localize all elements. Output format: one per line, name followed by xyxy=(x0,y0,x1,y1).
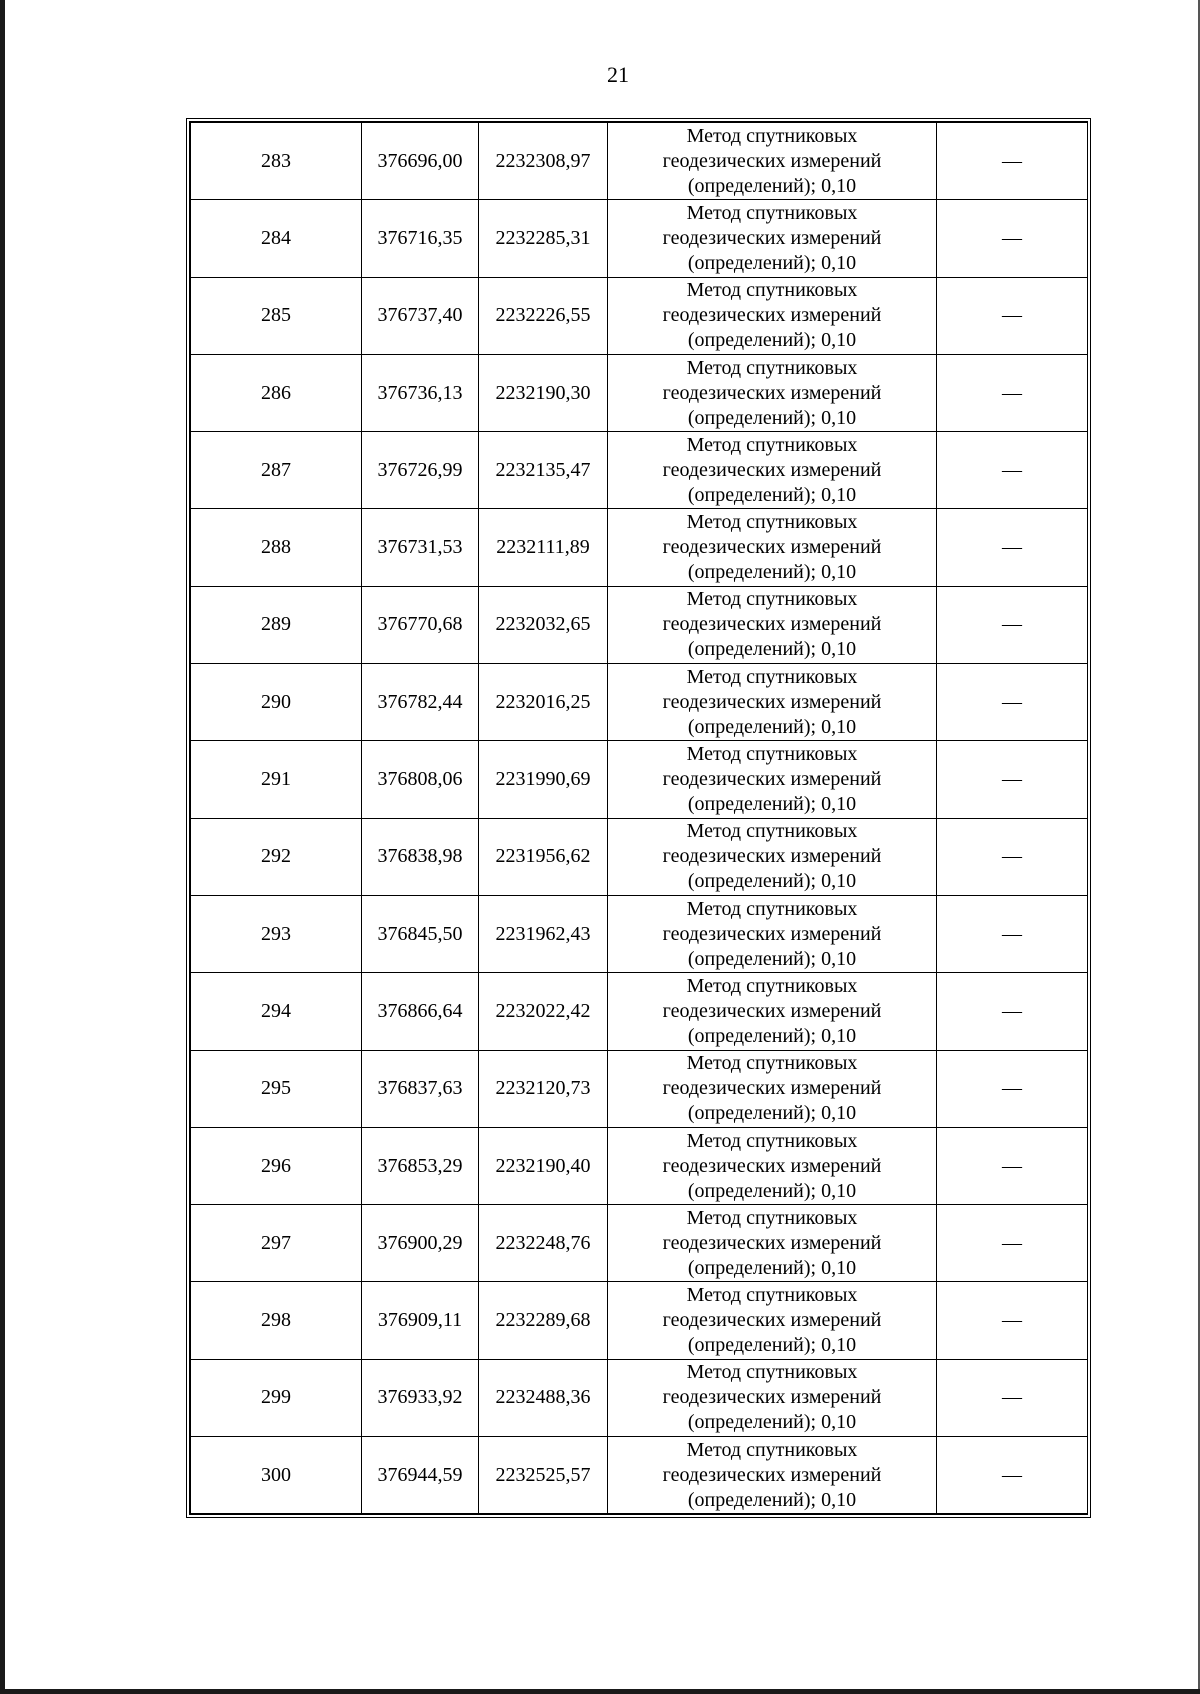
point-number-cell: 289 xyxy=(191,586,362,663)
dash-cell: — xyxy=(937,432,1088,509)
method-text-line: геодезических измерений xyxy=(662,999,882,1022)
y-coordinate-cell: 2232032,65 xyxy=(479,586,608,663)
x-coordinate-cell: 376696,00 xyxy=(362,123,479,200)
x-coordinate-cell: 376808,06 xyxy=(362,741,479,818)
point-number-cell: 283 xyxy=(191,123,362,200)
x-coordinate-cell: 376909,11 xyxy=(362,1282,479,1359)
y-coordinate-cell: 2232111,89 xyxy=(479,509,608,586)
method-text-line: геодезических измерений xyxy=(662,845,882,868)
method-text-line: (определений); 0,10 xyxy=(687,561,857,584)
method-text-line: Метод спутниковых xyxy=(686,1129,858,1152)
method-text-line: Метод спутниковых xyxy=(686,356,858,379)
method-text-line: Метод спутниковых xyxy=(686,665,858,688)
method-text-line: (определений); 0,10 xyxy=(687,1102,857,1125)
method-cell xyxy=(608,354,937,431)
point-number-cell: 298 xyxy=(191,1282,362,1359)
method-text-line: Метод спутниковых xyxy=(686,124,858,147)
y-coordinate-cell: 2232488,36 xyxy=(479,1359,608,1436)
dash-cell: — xyxy=(937,1437,1088,1514)
table-row xyxy=(191,1050,1088,1127)
method-text-line: геодезических измерений xyxy=(662,690,882,713)
method-cell xyxy=(608,586,937,663)
method-text-line: (определений); 0,10 xyxy=(687,251,857,274)
table-row xyxy=(191,1437,1088,1514)
method-text-line: геодезических измерений xyxy=(662,1463,882,1486)
table-row xyxy=(191,354,1088,431)
method-cell xyxy=(608,895,937,972)
method-text-line: (определений); 0,10 xyxy=(687,174,857,197)
method-text-line: (определений); 0,10 xyxy=(687,329,857,352)
method-text-line: Метод спутниковых xyxy=(686,1052,858,1075)
scan-border-bottom xyxy=(0,1689,1200,1694)
table-row xyxy=(191,973,1088,1050)
table-row xyxy=(191,1282,1088,1359)
dash-cell: — xyxy=(937,1050,1088,1127)
y-coordinate-cell: 2232135,47 xyxy=(479,432,608,509)
method-cell xyxy=(608,1282,937,1359)
dash-cell: — xyxy=(937,973,1088,1050)
method-text-line: Метод спутниковых xyxy=(686,1361,858,1384)
x-coordinate-cell: 376716,35 xyxy=(362,200,479,277)
method-text-line: Метод спутниковых xyxy=(686,433,858,456)
dash-cell: — xyxy=(937,1359,1088,1436)
method-text-line: геодезических измерений xyxy=(662,1154,882,1177)
dash-cell: — xyxy=(937,664,1088,741)
method-text-line: Метод спутниковых xyxy=(686,743,858,766)
method-text-line: (определений); 0,10 xyxy=(687,715,857,738)
method-cell xyxy=(608,741,937,818)
method-text-line: геодезических измерений xyxy=(662,149,882,172)
y-coordinate-cell: 2231990,69 xyxy=(479,741,608,818)
x-coordinate-cell: 376845,50 xyxy=(362,895,479,972)
point-number-cell: 293 xyxy=(191,895,362,972)
method-text-line: Метод спутниковых xyxy=(686,1206,858,1229)
y-coordinate-cell: 2232190,30 xyxy=(479,354,608,431)
method-text-line: геодезических измерений xyxy=(662,613,882,636)
x-coordinate-cell: 376866,64 xyxy=(362,973,479,1050)
method-text-line: (определений); 0,10 xyxy=(687,638,857,661)
coordinates-table-frame xyxy=(189,121,1088,1515)
dash-cell: — xyxy=(937,277,1088,354)
point-number-cell: 288 xyxy=(191,509,362,586)
y-coordinate-cell: 2232285,31 xyxy=(479,200,608,277)
table-row xyxy=(191,1127,1088,1204)
dash-cell: — xyxy=(937,123,1088,200)
x-coordinate-cell: 376726,99 xyxy=(362,432,479,509)
y-coordinate-cell: 2232289,68 xyxy=(479,1282,608,1359)
method-text-line: геодезических измерений xyxy=(662,1231,882,1254)
point-number-cell: 291 xyxy=(191,741,362,818)
y-coordinate-cell: 2232120,73 xyxy=(479,1050,608,1127)
method-cell xyxy=(608,1437,937,1514)
method-text-line: (определений); 0,10 xyxy=(687,406,857,429)
method-text-line: геодезических измерений xyxy=(662,1309,882,1332)
dash-cell: — xyxy=(937,586,1088,663)
table-row xyxy=(191,586,1088,663)
point-number-cell: 296 xyxy=(191,1127,362,1204)
method-text-line: геодезических измерений xyxy=(662,304,882,327)
dash-cell: — xyxy=(937,741,1088,818)
method-cell xyxy=(608,1050,937,1127)
x-coordinate-cell: 376770,68 xyxy=(362,586,479,663)
method-cell xyxy=(608,1359,937,1436)
x-coordinate-cell: 376944,59 xyxy=(362,1437,479,1514)
method-cell xyxy=(608,509,937,586)
x-coordinate-cell: 376737,40 xyxy=(362,277,479,354)
method-text-line: геодезических измерений xyxy=(662,536,882,559)
method-text-line: геодезических измерений xyxy=(662,1077,882,1100)
method-text-line: (определений); 0,10 xyxy=(687,870,857,893)
point-number-cell: 286 xyxy=(191,354,362,431)
x-coordinate-cell: 376782,44 xyxy=(362,664,479,741)
dash-cell: — xyxy=(937,1127,1088,1204)
table-row xyxy=(191,741,1088,818)
method-text-line: (определений); 0,10 xyxy=(687,947,857,970)
table-row xyxy=(191,1359,1088,1436)
method-text-line: (определений); 0,10 xyxy=(687,1024,857,1047)
dash-cell: — xyxy=(937,818,1088,895)
table-row xyxy=(191,509,1088,586)
point-number-cell: 297 xyxy=(191,1205,362,1282)
method-text-line: геодезических измерений xyxy=(662,458,882,481)
method-text-line: Метод спутниковых xyxy=(686,511,858,534)
method-text-line: геодезических измерений xyxy=(662,1386,882,1409)
page-number: 21 xyxy=(607,62,629,87)
method-text-line: Метод спутниковых xyxy=(686,201,858,224)
method-text-line: Метод спутниковых xyxy=(686,279,858,302)
method-text-line: (определений); 0,10 xyxy=(687,1411,857,1434)
point-number-cell: 287 xyxy=(191,432,362,509)
method-cell xyxy=(608,432,937,509)
point-number-cell: 295 xyxy=(191,1050,362,1127)
y-coordinate-cell: 2232248,76 xyxy=(479,1205,608,1282)
x-coordinate-cell: 376900,29 xyxy=(362,1205,479,1282)
method-cell xyxy=(608,1127,937,1204)
coordinates-table-body xyxy=(191,123,1088,1514)
method-cell xyxy=(608,200,937,277)
table-row xyxy=(191,1205,1088,1282)
method-text-line: Метод спутниковых xyxy=(686,588,858,611)
dash-cell: — xyxy=(937,509,1088,586)
point-number-cell: 284 xyxy=(191,200,362,277)
method-text-line: (определений); 0,10 xyxy=(687,1179,857,1202)
method-text-line: Метод спутниковых xyxy=(686,1438,858,1461)
table-row xyxy=(191,895,1088,972)
method-text-line: (определений); 0,10 xyxy=(687,483,857,506)
method-text-line: (определений); 0,10 xyxy=(687,793,857,816)
x-coordinate-cell: 376838,98 xyxy=(362,818,479,895)
method-text-line: геодезических измерений xyxy=(662,768,882,791)
table-row xyxy=(191,277,1088,354)
x-coordinate-cell: 376853,29 xyxy=(362,1127,479,1204)
y-coordinate-cell: 2231962,43 xyxy=(479,895,608,972)
point-number-cell: 285 xyxy=(191,277,362,354)
x-coordinate-cell: 376933,92 xyxy=(362,1359,479,1436)
dash-cell: — xyxy=(937,200,1088,277)
dash-cell: — xyxy=(937,1282,1088,1359)
x-coordinate-cell: 376837,63 xyxy=(362,1050,479,1127)
x-coordinate-cell: 376736,13 xyxy=(362,354,479,431)
method-cell xyxy=(608,277,937,354)
method-text-line: Метод спутниковых xyxy=(686,974,858,997)
y-coordinate-cell: 2231956,62 xyxy=(479,818,608,895)
dash-cell: — xyxy=(937,895,1088,972)
y-coordinate-cell: 2232226,55 xyxy=(479,277,608,354)
method-text-line: (определений); 0,10 xyxy=(687,1256,857,1279)
point-number-cell: 299 xyxy=(191,1359,362,1436)
method-text-line: Метод спутниковых xyxy=(686,1284,858,1307)
method-text-line: геодезических измерений xyxy=(662,381,882,404)
method-cell xyxy=(608,973,937,1050)
method-cell xyxy=(608,1205,937,1282)
y-coordinate-cell: 2232016,25 xyxy=(479,664,608,741)
y-coordinate-cell: 2232308,97 xyxy=(479,123,608,200)
x-coordinate-cell: 376731,53 xyxy=(362,509,479,586)
method-cell xyxy=(608,664,937,741)
table-row xyxy=(191,432,1088,509)
point-number-cell: 292 xyxy=(191,818,362,895)
y-coordinate-cell: 2232525,57 xyxy=(479,1437,608,1514)
y-coordinate-cell: 2232022,42 xyxy=(479,973,608,1050)
method-cell xyxy=(608,818,937,895)
coordinates-table xyxy=(190,122,1088,1514)
table-row xyxy=(191,123,1088,200)
method-text-line: геодезических измерений xyxy=(662,226,882,249)
dash-cell: — xyxy=(937,354,1088,431)
point-number-cell: 300 xyxy=(191,1437,362,1514)
table-row xyxy=(191,200,1088,277)
method-text-line: геодезических измерений xyxy=(662,922,882,945)
dash-cell: — xyxy=(937,1205,1088,1282)
point-number-cell: 294 xyxy=(191,973,362,1050)
method-text-line: (определений); 0,10 xyxy=(687,1488,857,1511)
method-cell xyxy=(608,123,937,200)
table-row xyxy=(191,818,1088,895)
table-row xyxy=(191,664,1088,741)
method-text-line: Метод спутниковых xyxy=(686,897,858,920)
method-text-line: (определений); 0,10 xyxy=(687,1334,857,1357)
method-text-line: Метод спутниковых xyxy=(686,820,858,843)
point-number-cell: 290 xyxy=(191,664,362,741)
y-coordinate-cell: 2232190,40 xyxy=(479,1127,608,1204)
scan-border-left xyxy=(0,0,5,1694)
